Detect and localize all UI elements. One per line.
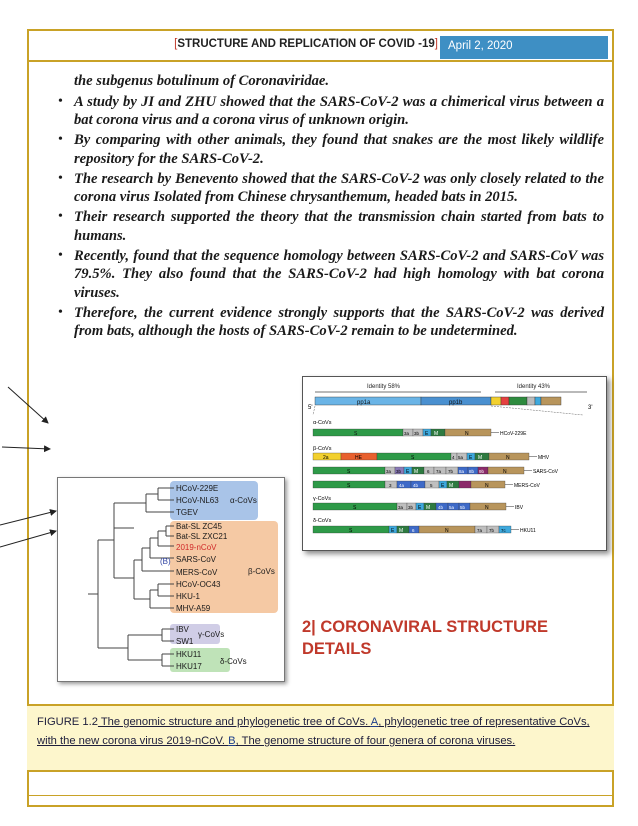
svg-text:7a: 7a bbox=[436, 469, 442, 474]
svg-text:4: 4 bbox=[452, 455, 455, 460]
arrow-icon bbox=[2, 447, 50, 449]
gamma-group-label: γ-CoVs bbox=[313, 496, 332, 502]
arrow-icon bbox=[8, 387, 48, 423]
svg-text:7b: 7b bbox=[489, 528, 495, 533]
svg-text:3a: 3a bbox=[404, 431, 410, 436]
taxon-label: Bat-SL ZXC21 bbox=[176, 532, 228, 541]
svg-text:7b: 7b bbox=[448, 469, 454, 474]
taxon-label: IBV bbox=[176, 625, 189, 634]
three-prime-label: 3' bbox=[588, 405, 593, 411]
taxon-label: SW1 bbox=[176, 637, 194, 646]
svg-text:5b: 5b bbox=[460, 505, 466, 510]
taxon-label: HCoV-NL63 bbox=[176, 496, 219, 505]
beta-clade-label: β-CoVs bbox=[248, 567, 275, 576]
taxon-label: HCoV-OC43 bbox=[176, 580, 221, 589]
arrow-icon bbox=[0, 511, 56, 525]
svg-text:N: N bbox=[503, 469, 507, 475]
taxon-label: MHV-A59 bbox=[176, 604, 211, 613]
svg-text:8a: 8a bbox=[459, 469, 465, 474]
taxon-label: Bat-SL ZC45 bbox=[176, 522, 222, 531]
svg-text:M: M bbox=[449, 483, 454, 489]
genome-label-sars: SARS-CoV bbox=[533, 469, 559, 475]
section-heading-line: DETAILS bbox=[302, 640, 372, 658]
svg-text:E: E bbox=[391, 528, 395, 534]
svg-text:3: 3 bbox=[389, 483, 392, 488]
bullet-item: • Therefore, the current evidence strongly supports that the SARS-CoV-2 was derived from bats, although the hosts of SARS-CoV-2 remain to be undetermined. bbox=[58, 304, 604, 341]
header-title-text: STRUCTURE AND REPLICATION OF COVID -19 bbox=[177, 38, 435, 50]
genome-label-ibv: IBV bbox=[515, 505, 524, 511]
svg-text:S: S bbox=[353, 505, 357, 511]
svg-text:N: N bbox=[485, 505, 489, 511]
figure-part-label: (B) bbox=[160, 557, 171, 566]
taxon-label: HKU-1 bbox=[176, 592, 201, 601]
taxon-label: SARS-CoV bbox=[176, 555, 217, 564]
genome-label-hcov229e: HCoV-229E bbox=[500, 431, 527, 437]
beta-group-label: β-CoVs bbox=[313, 446, 332, 452]
delta-clade-label: δ-CoVs bbox=[220, 657, 247, 666]
section-heading-line: 2| CORONAVIRAL STRUCTURE bbox=[302, 618, 549, 636]
caption-text: , phylogenetic tree of representative CoVs, with the new corona virus 2019-nCoV. bbox=[37, 716, 590, 747]
taxon-label: HCoV-229E bbox=[176, 484, 219, 493]
five-prime-label: 5' bbox=[308, 405, 313, 411]
svg-text:M: M bbox=[434, 431, 439, 437]
section-heading bbox=[302, 616, 602, 660]
bullet-item: • Their research supported the theory that the transmission chain started from bats to humans. bbox=[58, 208, 604, 245]
svg-text:E: E bbox=[406, 469, 410, 475]
alpha-group-label: α-CoVs bbox=[313, 420, 332, 426]
figure-caption bbox=[27, 704, 614, 772]
genome-structure-figure bbox=[302, 376, 607, 551]
svg-text:3b: 3b bbox=[408, 505, 414, 510]
genome-label-mhv: MHV bbox=[538, 455, 550, 461]
svg-text:7c: 7c bbox=[501, 528, 506, 533]
svg-text:M: M bbox=[426, 505, 431, 511]
taxon-label-highlight: 2019-nCoV bbox=[176, 543, 217, 552]
svg-text:6: 6 bbox=[412, 528, 415, 533]
svg-text:N: N bbox=[506, 455, 510, 461]
bullet-item: • A study by JI and ZHU showed that the SARS-CoV-2 was a chimerical virus between a bat corona virus and a corona virus of unknown origin. bbox=[58, 93, 604, 130]
body-text bbox=[58, 72, 604, 342]
identity-left-label: Identity 58% bbox=[367, 384, 401, 390]
phylogenetic-tree-figure bbox=[57, 477, 285, 682]
arrow-icon bbox=[0, 531, 56, 547]
pp1b-label: pp1b bbox=[449, 400, 463, 406]
svg-text:5: 5 bbox=[430, 483, 433, 488]
caption-label-a: A bbox=[370, 716, 379, 728]
svg-text:E: E bbox=[418, 505, 422, 511]
svg-text:E: E bbox=[441, 483, 445, 489]
svg-text:4b: 4b bbox=[413, 483, 419, 488]
svg-text:S: S bbox=[347, 469, 351, 475]
svg-text:M: M bbox=[399, 528, 404, 534]
svg-text:3b: 3b bbox=[396, 469, 402, 474]
svg-text:E: E bbox=[469, 455, 473, 461]
svg-text:7a: 7a bbox=[477, 528, 483, 533]
svg-text:E: E bbox=[425, 431, 429, 437]
taxon-label: TGEV bbox=[176, 508, 198, 517]
svg-text:N: N bbox=[485, 483, 489, 489]
svg-text:M: M bbox=[414, 469, 419, 475]
svg-text:3a: 3a bbox=[386, 469, 392, 474]
pp1a-label: pp1a bbox=[357, 400, 371, 406]
caption-text: , The genome structure of four genera of corona viruses. bbox=[235, 735, 516, 747]
genome-label-hku11: HKU11 bbox=[520, 528, 536, 534]
svg-text:9b: 9b bbox=[479, 469, 485, 474]
taxon-label: MERS-CoV bbox=[176, 568, 218, 577]
svg-text:4a: 4a bbox=[399, 483, 405, 488]
svg-text:N: N bbox=[445, 528, 449, 534]
bullet-list bbox=[58, 93, 604, 341]
delta-group-label: δ-CoVs bbox=[313, 518, 332, 524]
svg-text:3b: 3b bbox=[414, 431, 420, 436]
header-rule bbox=[27, 60, 614, 62]
svg-text:6: 6 bbox=[427, 469, 430, 474]
taxon-label: HKU11 bbox=[176, 650, 202, 659]
caption-label-b: B bbox=[228, 735, 236, 747]
svg-text:5a: 5a bbox=[458, 455, 464, 460]
genome-label-mers: MERS-CoV bbox=[514, 483, 540, 489]
svg-text:2a: 2a bbox=[323, 455, 329, 461]
footer-rule bbox=[27, 795, 614, 796]
taxon-label: HKU17 bbox=[176, 662, 202, 671]
header-date: April 2, 2020 bbox=[440, 36, 608, 59]
svg-text:S: S bbox=[411, 455, 415, 461]
svg-text:S: S bbox=[349, 528, 353, 534]
bullet-item: • By comparing with other animals, they found that snakes are the most likely wildlife repository for the SARS-CoV-2. bbox=[58, 131, 604, 168]
intro-line: the subgenus botulinum of Coronaviridae. bbox=[74, 73, 330, 89]
bullet-item: • Recently, found that the sequence homology between SARS-CoV-2 and SARS-CoV was 79.5%. They also found that the SARS-CoV-2 had high homology with bat corona viruses. bbox=[58, 247, 604, 303]
alpha-clade-label: α-CoVs bbox=[230, 496, 257, 505]
svg-text:HE: HE bbox=[355, 455, 362, 461]
bullet-item: • The research by Benevento showed that the SARS-CoV-2 was only closely related to the corona virus Isolated from Chinese chrysanthemum, headed bats in 2015. bbox=[58, 170, 604, 207]
gamma-clade-label: γ-CoVs bbox=[198, 630, 225, 639]
running-header-title: [STRUCTURE AND REPLICATION OF COVID -19] bbox=[174, 38, 438, 50]
svg-text:S: S bbox=[347, 483, 351, 489]
svg-text:3a: 3a bbox=[398, 505, 404, 510]
svg-text:N: N bbox=[465, 431, 469, 437]
caption-text: The genomic structure and phylogenetic tree of CoVs. bbox=[97, 716, 371, 728]
svg-text:M: M bbox=[478, 455, 483, 461]
svg-text:S: S bbox=[354, 431, 358, 437]
caption-figure-label: FIGURE 1.2 bbox=[37, 716, 98, 728]
svg-text:5a: 5a bbox=[449, 505, 455, 510]
identity-right-label: Identity 43% bbox=[517, 384, 551, 390]
svg-text:8b: 8b bbox=[469, 469, 475, 474]
svg-text:4b: 4b bbox=[438, 505, 444, 510]
